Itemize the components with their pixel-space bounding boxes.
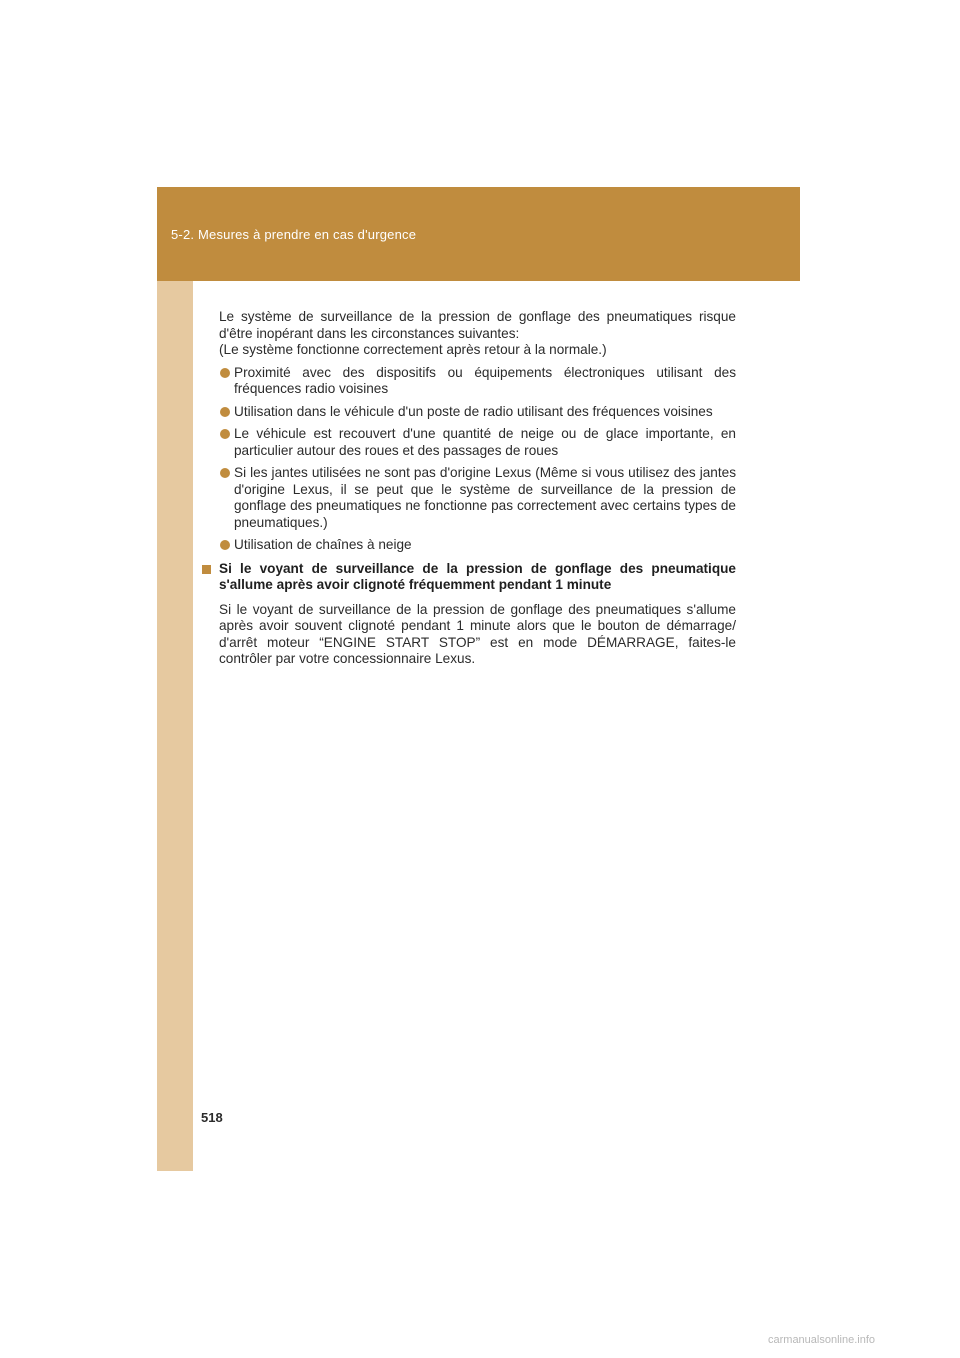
- warning-section: [200, 561, 736, 668]
- list-item: [219, 404, 736, 421]
- bullet-icon: [220, 540, 230, 550]
- chapter-header: [157, 187, 800, 281]
- page-sidebar-strip: [157, 187, 193, 1171]
- bullet-icon: [220, 368, 230, 378]
- intro-text: Le système de surveillance de la pression de gonflage des pneumatiques risque d'être inopérant dans les circonstances suivantes:: [219, 309, 736, 341]
- bullet-icon: [220, 429, 230, 439]
- section-square-icon: [202, 565, 211, 574]
- page-content: [219, 309, 736, 668]
- section-body: Si le voyant de surveillance de la pression de gonflage des pneumatiques s'allume après avoir souvent clignoté pendant 1 minute alors que le bouton de démarrage/ d'arrêt moteur “ENGINE START STOP” est en mode DÉMARRAGE, faites-le contrôler par votre concessionnaire Lexus.: [219, 601, 736, 666]
- watermark-text: carmanualsonline.info: [768, 1334, 876, 1346]
- intro-paragraph: [219, 309, 736, 359]
- list-item-text: Utilisation de chaînes à neige: [234, 537, 412, 552]
- chapter-title: 5-2. Mesures à prendre en cas d'urgence: [171, 227, 417, 242]
- list-item: [219, 465, 736, 531]
- section-heading: Si le voyant de surveillance de la pression de gonflage des pneumatique s'allume après avoir clignoté fréquemment pendant 1 minute: [219, 560, 736, 592]
- list-item-text: Le véhicule est recouvert d'une quantité de neige ou de glace importante, en particulier autour des roues et des passages de roues: [234, 426, 736, 458]
- bullet-icon: [220, 468, 230, 478]
- list-item: [219, 426, 736, 459]
- list-item-text: Si les jantes utilisées ne sont pas d'origine Lexus (Même si vous utilisez des jantes d'origine Lexus, il se peut que le système de surveillance de la pression de gonflage des pneumatiques ne fonctionne pas correctement avec certains types de pneumatiques.): [234, 465, 736, 530]
- list-item: [219, 537, 736, 554]
- intro-note: (Le système fonctionne correctement après retour à la normale.): [219, 342, 607, 357]
- page-number: 518: [201, 1110, 223, 1125]
- list-item: [219, 365, 736, 398]
- list-item-text: Proximité avec des dispositifs ou équipements électroniques utilisant des fréquences radio voisines: [234, 364, 736, 396]
- bullet-icon: [220, 407, 230, 417]
- list-item-text: Utilisation dans le véhicule d'un poste de radio utilisant des fréquences voisines: [234, 403, 713, 419]
